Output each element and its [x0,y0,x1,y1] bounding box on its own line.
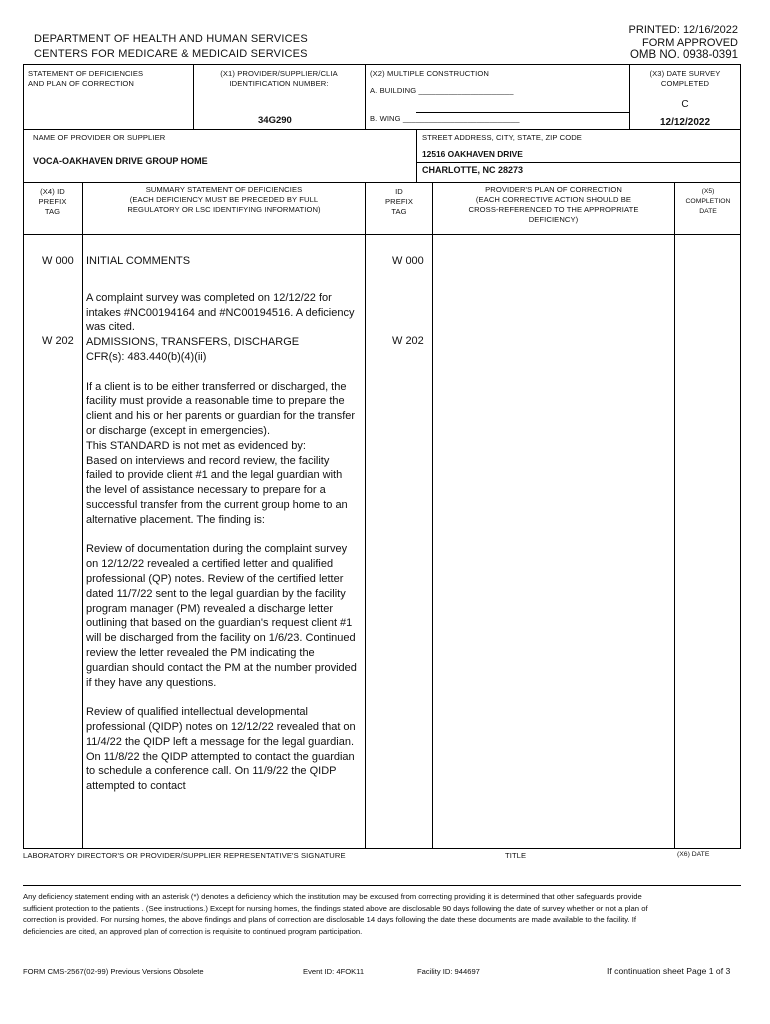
x1-label [196,69,362,89]
deficiency-disclaimer: Any deficiency statement ending with an asterisk (*) denotes a deficiency which the institution may be excused from correcting providing it is determined that other safeguards provide sufficient protection to the patients . (See instructions.) Except for nursing homes, the findings stated above are disclosable 90 days following the date of survey whether or not a plan of correction is provided. For nursing homes, the above findings and plans of correction are disclosable 14 days following the date these documents are made available to the facility. If deficiencies are cited, an approved plan of correction is requisite to continued program participation. [23,892,648,936]
plan-header [433,185,674,225]
form-number: FORM CMS-2567(02-99) Previous Versions Obsolete [23,967,204,976]
provider-name: VOCA-OAKHAVEN DRIVE GROUP HOME [33,156,208,166]
w202-title-2: CFR(s): 483.440(b)(4)(ii) [86,350,207,363]
facility-id: Facility ID: 944697 [417,967,480,976]
prefix-tag-w000-right: W 000 [392,255,424,267]
rule-street [416,162,741,163]
finding-paragraph: Based on interviews and record review, the facility failed to provide client #1 and the legal guardian with the level of assistance necessary to prepare for a successful transfer from the current group home to an alternative placement. The finding is: [86,454,348,526]
vrule-prefix-left [82,182,83,849]
x1-label-1: (X1) PROVIDER/SUPPLIER/CLIA [220,69,338,78]
x5-line-2: COMPLETION [685,198,731,205]
street-address: 12516 OAKHAVEN DRIVE [422,149,523,159]
rule-signature-bottom [23,885,741,886]
prefix-tag-w202-right: W 202 [392,335,424,347]
initial-comments-heading: INITIAL COMMENTS [86,255,191,267]
survey-type-code: C [681,99,689,110]
vrule-x1 [193,64,194,129]
omb-number: OMB NO. 0938-0391 [629,49,738,61]
plan-line-1: PROVIDER'S PLAN OF CORRECTION [485,185,622,194]
x4-line-3: TAG [44,207,61,216]
vrule-prefix-right [432,182,433,849]
plan-line-4: DEFICIENCY) [528,215,579,224]
id-line-2: PREFIX [384,197,414,206]
w202-title-1: ADMISSIONS, TRANSFERS, DISCHARGE [86,336,300,349]
vrule-x2 [365,64,366,129]
summary-line-2: (EACH DEFICIENCY MUST BE PRECEDED BY FULL [129,195,319,204]
agency-header [34,32,308,62]
provider-name-label: NAME OF PROVIDER OR SUPPLIER [33,133,166,142]
id-line-3: TAG [391,207,407,216]
x2-label: (X2) MULTIPLE CONSTRUCTION [370,69,489,78]
form-info [629,24,738,62]
review-paragraph: Review of documentation during the complaint survey on 12/12/22 revealed a certified letter and qualified professional (QP) notes. Review of the certified letter dated 11/7/22 sent to the legal guardian by the facility program manager (PM) revealed a discharge letter outlining that based on the guardian's request client #1 will be discharged from the facility on 1/6/23. Continued review the letter revealed the PM indicating the guardian should contact the PM at the number provided if they have any questions. [86,543,357,689]
rule-top-row [23,129,741,130]
event-id: Event ID: 4FOK11 [303,967,365,976]
continuation-page: If continuation sheet Page 1 of 3 [607,966,731,976]
vrule-summary [365,182,366,849]
summary-header [83,185,365,215]
x5-header [675,187,741,217]
signature-label: LABORATORY DIRECTOR'S OR PROVIDER/SUPPLIER REPRESENTATIVE'S SIGNATURE [23,851,346,860]
provider-id-number: 34G290 [258,115,292,126]
summary-line-3: REGULATORY OR LSC IDENTIFYING INFORMATION) [127,205,321,214]
qidp-paragraph: Review of qualified intellectual developmental professional (QIDP) notes on 12/12/22 revealed that on 11/4/22 the QIDP left a message for the legal guardian. On 11/8/22 the QIDP attempted to contact the guardian to schedule a conference call. On 11/9/22 the QIDP attempted to contact [86,706,356,793]
x3-label-1: (X3) DATE SURVEY [649,69,721,78]
printed-date: PRINTED: 12/16/2022 [628,24,738,36]
vrule-address [416,129,417,182]
x5-line-1: (X5) [701,188,715,195]
wing-field: B. WING ___________________________ [370,114,520,123]
city-state-zip: CHARLOTTE, NC 28273 [422,165,524,175]
title-label: TITLE [505,851,527,860]
x3-label-2: COMPLETED [660,79,710,88]
x3-label [631,69,739,89]
rule-col-headers [23,234,741,235]
regulation-paragraph: If a client is to be either transferred or discharged, the facility must provide a reasonable time to prepare the client and his or her parents or guardian for the transfer or discharge (except in emergencies). [86,380,356,437]
plan-line-2: (EACH CORRECTIVE ACTION SHOULD BE [475,195,632,204]
department-name: DEPARTMENT OF HEALTH AND HUMAN SERVICES [34,33,308,45]
id-prefix-header [366,187,432,217]
rule-building [416,112,629,113]
x6-date-label: (X6) DATE [677,851,710,858]
standard-not-met: This STANDARD is not met as evidenced by: [86,439,306,452]
x4-line-1: (X4) ID [40,187,65,196]
form-approved: FORM APPROVED [642,36,738,49]
x4-id-prefix-header [23,187,82,217]
building-field: A. BUILDING ______________________ [370,86,514,95]
rule-provider [23,182,741,183]
statement-label-1: STATEMENT OF DEFICIENCIES [28,69,144,78]
id-line-1: ID [395,187,403,196]
complaint-paragraph: A complaint survey was completed on 12/12/22 for intakes #NC00194164 and #NC00194516. A deficiency was cited. [86,291,355,334]
x5-line-3: DATE [699,208,717,215]
address-label: STREET ADDRESS, CITY, STATE, ZIP CODE [422,133,582,142]
x1-label-2: IDENTIFICATION NUMBER: [229,79,329,88]
vrule-x3 [629,64,630,129]
survey-completed-date: 12/12/2022 [659,117,711,128]
prefix-tag-w000: W 000 [42,255,74,267]
statement-label-2: AND PLAN OF CORRECTION [28,79,134,88]
prefix-tag-w202: W 202 [42,335,74,347]
statement-label [28,69,143,89]
vrule-plan [674,182,675,849]
x4-line-2: PREFIX [38,197,67,206]
summary-statement [86,254,358,794]
centers-name: CENTERS FOR MEDICARE & MEDICAID SERVICES [34,48,308,60]
plan-line-3: CROSS-REFERENCED TO THE APPROPRIATE [468,205,639,214]
summary-line-1: SUMMARY STATEMENT OF DEFICIENCIES [145,185,303,194]
